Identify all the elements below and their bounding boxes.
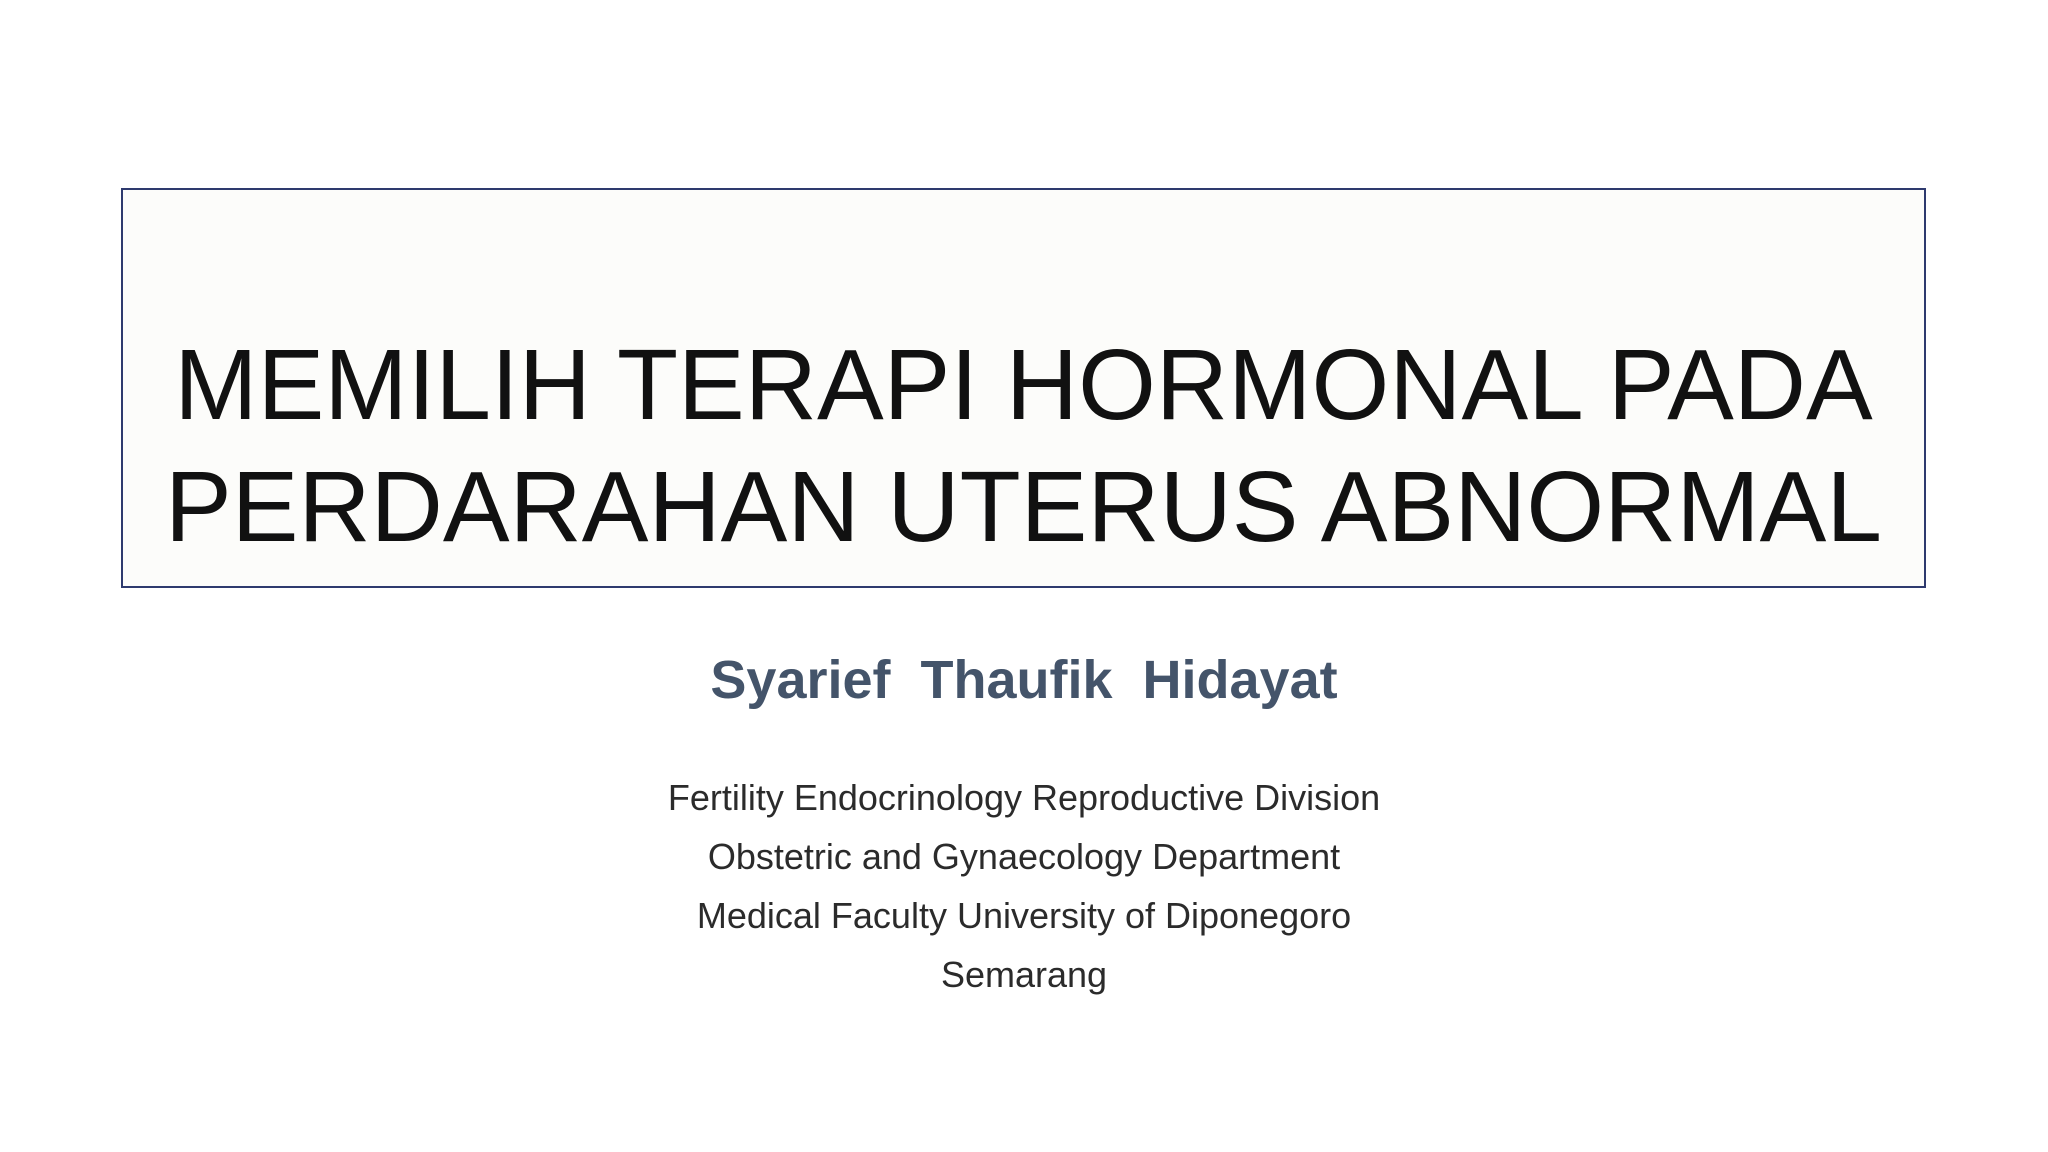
title-box bbox=[121, 188, 1926, 588]
author-name: Syarief Thaufik Hidayat bbox=[710, 650, 1338, 710]
affiliation-division: Fertility Endocrinology Reproductive Division bbox=[667, 777, 1381, 818]
title-line-2: PERDARAHAN UTERUS ABNORMAL bbox=[165, 451, 1882, 563]
title-line-1: MEMILIH TERAPI HORMONAL PADA bbox=[174, 329, 1873, 441]
affiliation-faculty: Medical Faculty University of Diponegoro bbox=[696, 895, 1352, 936]
affiliation-block bbox=[0, 768, 2048, 1004]
affiliation-department: Obstetric and Gynaecology Department bbox=[707, 836, 1341, 877]
affiliation-city: Semarang bbox=[940, 954, 1108, 995]
